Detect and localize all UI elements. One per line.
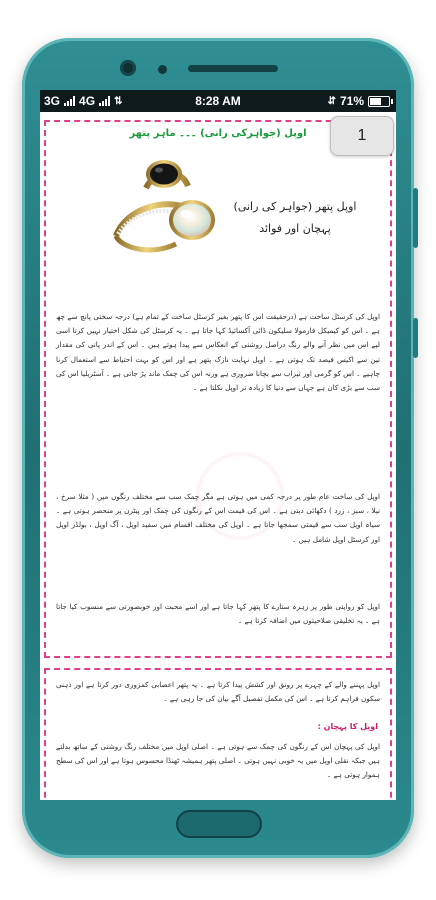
status-bar <box>40 90 396 112</box>
top-bezel <box>22 38 414 90</box>
home-button[interactable] <box>176 810 262 838</box>
power-button <box>413 318 418 358</box>
wifi-data-icon: ⇵ <box>327 95 336 107</box>
image-caption-title: اوپل پتھر (جواہر کی رانی) <box>233 200 357 213</box>
screen <box>40 90 396 800</box>
battery-fill <box>370 98 381 105</box>
article-paragraph-3: اوپل کو روایتی طور پر زہرہ ستارے کا پتھر کہا جاتا ہے اور اسے محبت اور خوبصورتی سے منسوب کیا جاتا ہے ۔ یہ تخلیقی صلاحیتوں میں اضافہ کرتا ہے ۔ <box>56 602 380 626</box>
image-caption-subtitle: پہچان اور فوائد <box>259 222 331 235</box>
battery-indicators <box>328 94 390 108</box>
article-paragraph-2: اوپل کی ساخت عام طور پر درجہ کمی میں ہوتی ہے مگر چمک سب سے مختلف رنگوں میں ( مثلا سرخ ، نیلا ، سبز ، زرد ) دکھائی دیتی ہے ۔ اس کی قیمت اس کے رنگوں کی چمک اور پیٹرن پر منحصر ہوتی ہے ۔ سیاہ اوپل سب سے قیمتی سمجھا جاتا ہے ۔ اوپل کی مختلف اقسام میں سفید اوپل ، آگ اوپل ، بولڈر اوپل اور کرسٹل اوپل شامل ہیں ۔ <box>56 492 380 544</box>
article-card <box>44 120 392 658</box>
card2-heading: اوپل کا پہچان : <box>317 722 378 731</box>
volume-button <box>413 188 418 248</box>
article-card-2 <box>44 668 392 800</box>
sensor-icon <box>158 65 167 74</box>
battery-icon <box>368 96 390 107</box>
card2-paragraph-1: اوپل پہننے والے کے چہرے پر رونق اور کشش پیدا کرتا ہے ۔ یہ پتھر اعصابی کمزوری دور کرتا ہے اور ذہنی سکون فراہم کرتا ہے ۔ اس کی مکمل تفصیل آگے بیان کی جا رہی ہے ۔ <box>56 680 380 703</box>
data-sync-icon: ⇅ <box>114 95 123 107</box>
reader-content[interactable] <box>40 112 396 800</box>
earpiece-speaker <box>188 65 278 72</box>
front-camera-icon <box>120 60 136 76</box>
battery-percent: 71% <box>339 94 364 108</box>
page-number-badge[interactable]: 1 <box>330 116 394 156</box>
clock: 8:28 AM <box>195 94 241 108</box>
image-caption <box>230 196 360 240</box>
phone-frame <box>22 38 414 858</box>
article-title: اوپل (جواہرکی رانی) ۔۔۔ ماہر پتھر <box>129 128 307 139</box>
network-type-3g: 3G <box>44 94 61 108</box>
network-type-4g: 4G <box>79 94 96 108</box>
card2-paragraph-2: اوپل کی پہچان اس کے رنگوں کی چمک سے ہوتی ہے ۔ اصلی اوپل میں مختلف رنگ روشنی کے ساتھ بدلتے ہیں جبکہ نقلی اوپل میں یہ خوبی نہیں ہوتی ۔ اصلی پتھر ہمیشہ ٹھنڈا محسوس ہوتا ہے اور اس کی سطح ہموار ہوتی ہے ۔ <box>56 742 380 779</box>
article-paragraph-1: اوپل کی کرسٹل ساخت ہے (درحقیقت اس کا پتھر بغیر کرسٹل ساخت کے تمام ہے) درجہ سختی پانچ سے چھ ہے ۔ اس کو کیمیکل فارمولا سلیکون ڈائی آکسائیڈ کہا جاتا ہے ۔ یہ کرسٹل کی شکل اختیار نہیں کرتا اسی لیے اس میں نظر آنے والے رنگ دراصل روشنی کے انعکاس سے پیدا ہوتے ہیں ۔ اس کے اندر پانی کی مقدار تین سے اکیس فیصد تک ہوتی ہے ۔ اوپل نہایت نازک پتھر ہے اور اس کو بہت احتیاط سے استعمال کرنا چاہیے ۔ اس کو گرمی اور تیزاب سے بچانا ضروری ہے ورنہ اس کی چمک ماند پڑ جاتی ہے ۔ آسٹریلیا اس کی سب سے بڑی کان ہے جہاں سے دنیا کا زیادہ تر اوپل نکلتا ہے ۔ <box>56 312 380 393</box>
opal-ring-image <box>106 148 226 268</box>
